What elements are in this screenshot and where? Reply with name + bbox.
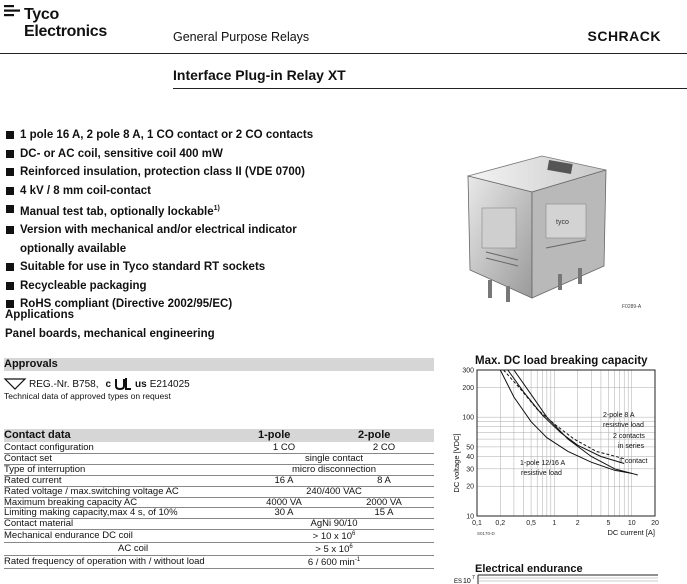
vde-mark-icon (4, 378, 26, 390)
header-divider (0, 53, 687, 54)
y-tick-label: 300 (462, 367, 474, 375)
table-row (4, 508, 434, 519)
feature-item: Recycleable packaging (5, 277, 460, 296)
contact-data-heading: Contact data (4, 429, 71, 441)
feature-item: 4 kV / 8 mm coil-contact (5, 182, 460, 201)
feature-item: Suitable for use in Tyco standard RT sockets (5, 258, 460, 277)
y-tick-label: 50 (466, 444, 474, 452)
bullet-square-icon (6, 131, 14, 139)
ul-suffix: us (135, 378, 147, 390)
y-tick-label: 40 (466, 453, 474, 461)
table-row (4, 464, 434, 475)
annotation-series: in series (618, 443, 645, 450)
table-row (4, 486, 434, 497)
applications-text: Panel boards, mechanical engineering (5, 328, 215, 340)
row-value: single contact (234, 453, 434, 464)
row-value-1-pole: 4000 VA (234, 497, 334, 508)
row-label: Contact material (4, 519, 234, 530)
ul-prefix: c (105, 378, 112, 390)
electrical-endurance-chart (453, 572, 678, 584)
page-title: Interface Plug-in Relay XT (173, 67, 346, 83)
y-axis-label: DC voltage [VDC] (452, 433, 461, 493)
feature-item: Version with mechanical and/or electrical indicator optionally available (5, 221, 460, 258)
row-label: Limiting making capacity,max 4 s, of 10% (4, 508, 234, 519)
relay-photo (460, 148, 615, 308)
annotation-series: 2 contacts (613, 433, 645, 440)
row-value: > 5 x $10^6$ (234, 543, 434, 556)
col-1-pole: 1-pole (258, 429, 291, 441)
bullet-square-icon (6, 168, 14, 176)
logo-line-2: Electronics (24, 23, 107, 40)
bullet-square-icon (6, 282, 14, 290)
x-tick-label: 10 (627, 520, 636, 527)
dc-breaking-capacity-chart (453, 367, 678, 547)
col-2-pole: 2-pole (358, 429, 391, 441)
row-label: Rated frequency of operation with / without load (4, 556, 234, 569)
endurance-side-text: ES (454, 579, 463, 584)
row-label: Contact configuration (4, 443, 234, 453)
ul-mark-icon (114, 377, 132, 391)
table-row (4, 497, 434, 508)
row-label: Type of interruption (4, 464, 234, 475)
y-tick-label: 10 (466, 513, 474, 521)
bullet-square-icon (6, 226, 14, 234)
table-row (4, 519, 434, 530)
feature-item: Manual test tab, optionally lockable$^{1)}$ (5, 200, 460, 221)
annotation-2-pole: 2-pole 8 A (603, 412, 635, 419)
row-label: Mechanical endurance DC coil (4, 530, 234, 543)
approvals-heading: Approvals (4, 358, 58, 370)
annotation-1-pole: resistive load (521, 470, 562, 477)
bullet-square-icon (6, 300, 14, 308)
row-label: Contact set (4, 453, 234, 464)
feature-item: RoHS compliant (Directive 2002/95/EC) (5, 295, 460, 314)
logo-line-1: Tyco (24, 6, 59, 23)
bullet-square-icon (6, 150, 14, 158)
x-axis-label: DC current [A] (607, 528, 655, 537)
approvals-note: Technical data of approved types on request (4, 391, 171, 401)
title-divider (173, 88, 687, 89)
table-row (4, 453, 434, 464)
endurance-axis-sup: 7 (472, 575, 475, 581)
y-tick-label: 200 (462, 384, 474, 392)
feature-list (5, 126, 460, 314)
company-logo (24, 6, 107, 40)
row-value: > 10 x $10^6$ (234, 530, 434, 543)
bullet-square-icon (6, 263, 14, 271)
photo-code: F0289-A (622, 304, 642, 310)
x-tick-label: 2 (575, 520, 580, 527)
bullet-square-icon (6, 205, 14, 213)
chart-title: Max. DC load breaking capacity (475, 355, 648, 367)
row-label: Maximum breaking capacity AC (4, 497, 234, 508)
chart-code: S0170-D (477, 531, 495, 536)
brand-name: SCHRACK (587, 28, 661, 44)
bullet-square-icon (6, 187, 14, 195)
approvals-header (4, 358, 434, 371)
row-value: 6 / 600 $\min^{-1}$ (234, 556, 434, 569)
row-value-2-pole: 2000 VA (334, 497, 434, 508)
row-value-1-pole: 1 CO (234, 443, 334, 453)
table-row (4, 530, 434, 543)
footnote-marker: 1) (213, 205, 220, 212)
feature-item: 1 pole 16 A, 2 pole 8 A, 1 CO contact or 2 CO contacts (5, 126, 460, 145)
annotation-1-pole: 1-pole 12/16 A (520, 460, 566, 467)
row-value-1-pole: 30 A (234, 508, 334, 519)
y-tick-label: 100 (462, 414, 474, 422)
x-tick-label: 0,5 (526, 520, 536, 527)
tyco-logo-icon (4, 4, 22, 20)
table-row (4, 543, 434, 556)
feature-item: DC- or AC coil, sensitive coil 400 mW (5, 145, 460, 164)
x-tick-label: 1 (552, 520, 557, 527)
approvals-line (4, 377, 190, 391)
row-value-1-pole: 16 A (234, 475, 334, 486)
x-tick-label: 20 (651, 520, 659, 527)
y-tick-label: 30 (466, 466, 474, 474)
x-tick-label: 5 (606, 520, 611, 527)
table-row (4, 475, 434, 486)
x-tick-label: 0,1 (472, 520, 482, 527)
feature-item: Reinforced insulation, protection class II (VDE 0700) (5, 163, 460, 182)
x-tick-label: 0,2 (495, 520, 506, 527)
electrical-endurance-title: Electrical endurance (475, 563, 583, 575)
applications-heading: Applications (5, 309, 75, 321)
vde-registration: REG.-Nr. B758, (29, 378, 99, 390)
y-tick-label: 20 (466, 483, 474, 491)
table-row (4, 556, 434, 569)
product-category: General Purpose Relays (173, 30, 310, 44)
row-value: AgNi 90/10 (234, 519, 434, 530)
table-row (4, 443, 434, 453)
row-value-2-pole: 15 A (334, 508, 434, 519)
row-value-2-pole: 8 A (334, 475, 434, 486)
ul-file-number: E214025 (149, 378, 190, 390)
row-label: AC coil (4, 543, 234, 556)
row-value-2-pole: 2 CO (334, 443, 434, 453)
annotation-1-contact: 1 contact (619, 458, 648, 465)
annotation-2-pole: resistive load (603, 422, 644, 429)
endurance-axis-label: 10 (463, 578, 471, 584)
row-value: micro disconnection (234, 464, 434, 475)
row-label: Rated current (4, 475, 234, 486)
row-label: Rated voltage / max.switching voltage AC (4, 486, 234, 497)
row-value: 240/400 VAC (234, 486, 434, 497)
contact-data-header (4, 429, 434, 442)
contact-data-table (4, 443, 434, 569)
relay-brand-text: tyco (556, 219, 569, 226)
